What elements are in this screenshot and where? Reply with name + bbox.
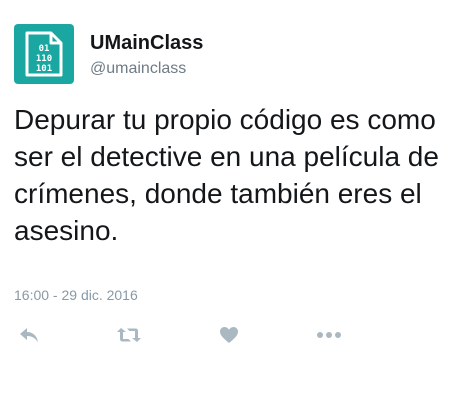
heart-icon [219,326,239,344]
reply-button[interactable] [14,320,44,350]
display-name[interactable]: UMainClass [90,32,204,54]
like-button[interactable] [214,320,244,350]
retweet-button[interactable] [114,320,144,350]
retweet-icon [116,326,142,344]
avatar[interactable] [14,24,74,84]
svg-text:01: 01 [38,44,50,54]
svg-text:110: 110 [35,54,53,64]
reply-icon [18,326,40,344]
user-handle[interactable]: @umainclass [90,60,187,77]
more-options-button[interactable] [314,320,344,350]
more-options-icon [316,331,342,339]
binary-document-icon [24,31,64,77]
svg-text:101: 101 [35,64,53,74]
tweet-timestamp[interactable]: 16:00 - 29 dic. 2016 [14,287,138,303]
action-bar [0,320,450,350]
tweet-text: Depurar tu propio código es como ser el detective en una película de crímenes, donde también eres el asesino. [14,104,439,246]
